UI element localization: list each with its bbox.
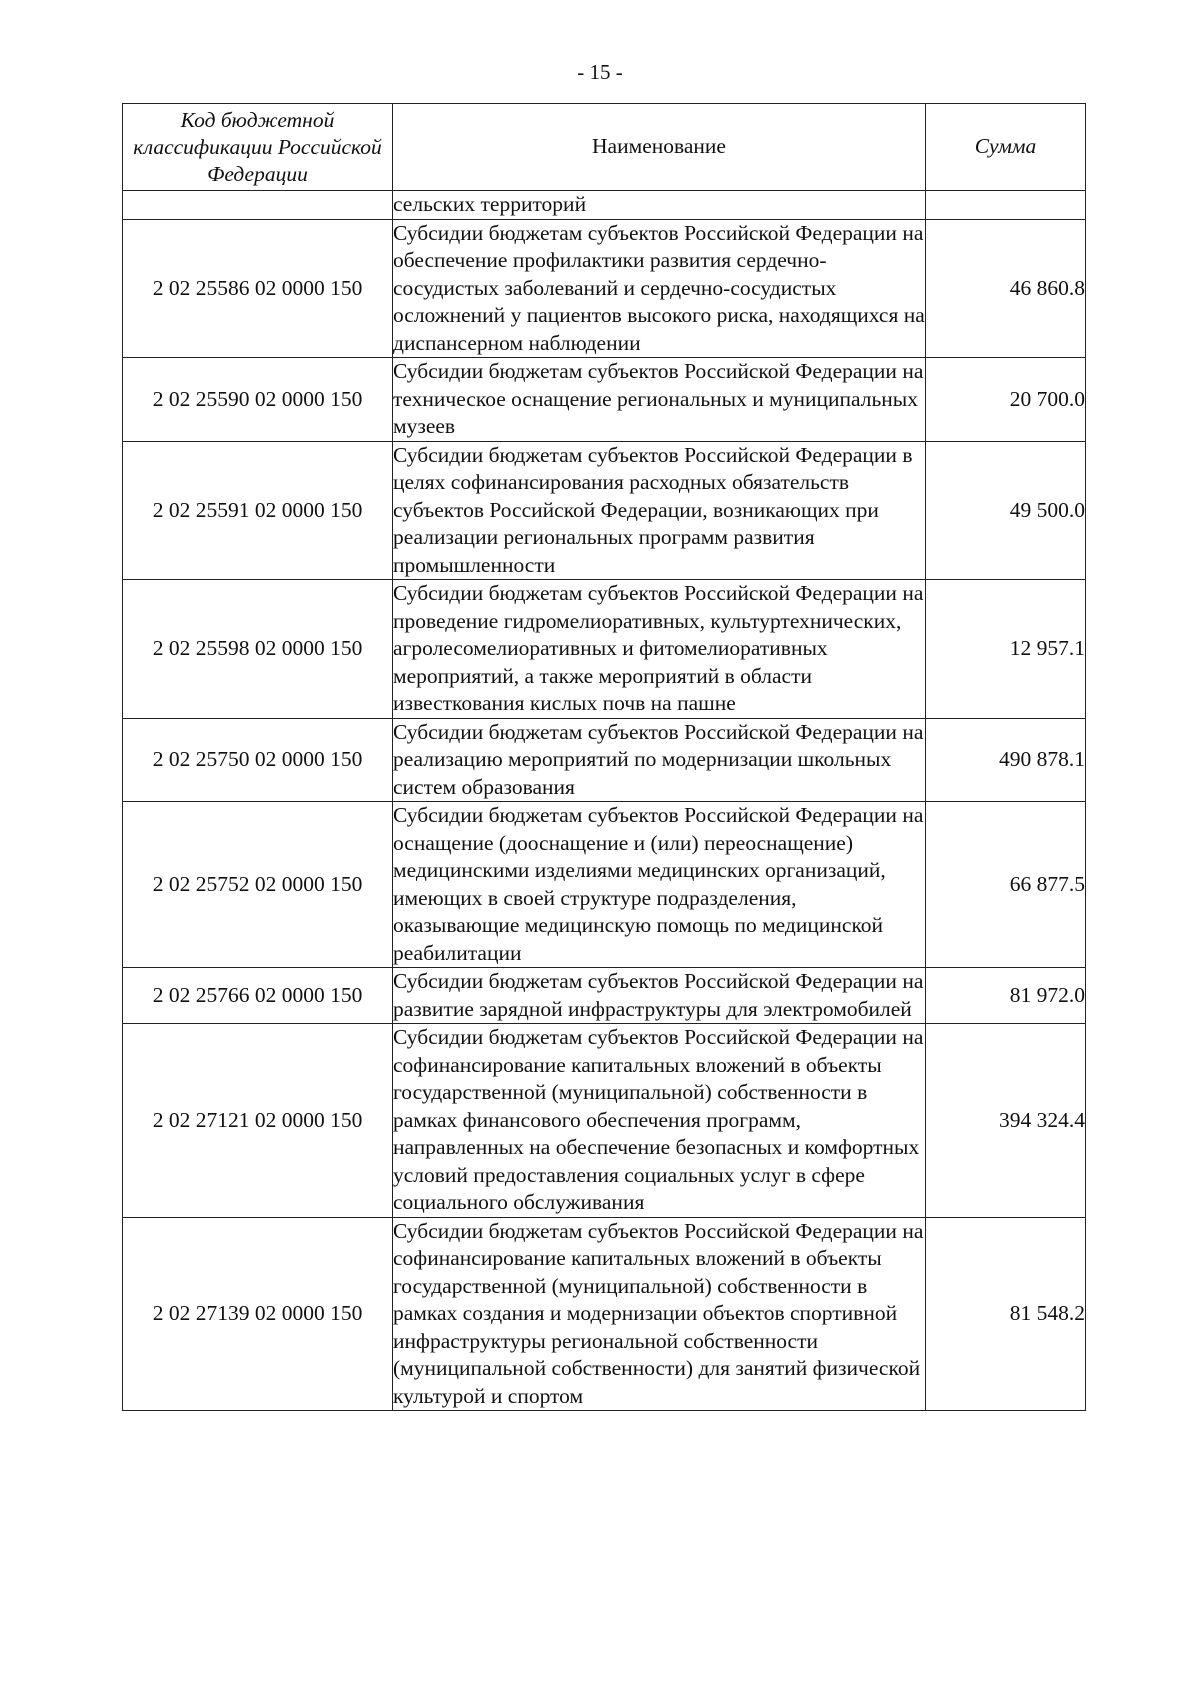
continuation-row [123,191,1086,220]
row-sum: 490 878.1 [926,718,1086,802]
table-row [123,219,1086,358]
page-number: - 15 - [577,60,623,84]
row-code: 2 02 27121 02 0000 150 [123,1024,393,1218]
table-row [123,358,1086,442]
table-row [123,968,1086,1024]
row-sum: 66 877.5 [926,802,1086,968]
header-code: Код бюджетной классификации Российской Федерации [123,104,393,191]
table-row [123,1217,1086,1411]
row-code: 2 02 27139 02 0000 150 [123,1217,393,1411]
row-name: Субсидии бюджетам субъектов Российской Федерации на проведение гидромелиоративных, культуртехнических, агролесомелиоративных и фитомелиоративных мероприятий, а также мероприятий в области известкования кислых почв на пашне [393,580,926,719]
row-sum: 46 860.8 [926,219,1086,358]
row-name: Субсидии бюджетам субъектов Российской Федерации на обеспечение профилактики развития сердечно-сосудистых заболеваний и сердечно-сосудистых осложнений у пациентов высокого риска, находящихся на диспансерном наблюдении [393,219,926,358]
row-sum: 81 548.2 [926,1217,1086,1411]
row-name: Субсидии бюджетам субъектов Российской Федерации на реализацию мероприятий по модернизации школьных систем образования [393,718,926,802]
budget-table [122,103,1086,1411]
row-sum: 12 957.1 [926,580,1086,719]
table-row [123,802,1086,968]
table-header-row [123,104,1086,191]
header-name: Наименование [393,104,926,191]
header-sum: Сумма [926,104,1086,191]
continuation-code-cell [123,191,393,220]
table-row [123,441,1086,580]
row-code: 2 02 25766 02 0000 150 [123,968,393,1024]
table-row [123,718,1086,802]
row-sum: 394 324.4 [926,1024,1086,1218]
table-row [123,580,1086,719]
row-sum: 81 972.0 [926,968,1086,1024]
table-row [123,1024,1086,1218]
row-code: 2 02 25752 02 0000 150 [123,802,393,968]
row-name: Субсидии бюджетам субъектов Российской Федерации на техническое оснащение региональных и муниципальных музеев [393,358,926,442]
row-code: 2 02 25591 02 0000 150 [123,441,393,580]
row-name: Субсидии бюджетам субъектов Российской Федерации на софинансирование капитальных вложений в объекты государственной (муниципальной) собственности в рамках создания и модернизации объектов спортивной инфраструктуры региональной собственности (муниципальной собственности) для занятий физической культурой и спортом [393,1217,926,1411]
row-code: 2 02 25598 02 0000 150 [123,580,393,719]
continuation-name-cell: сельских территорий [393,191,926,220]
row-code: 2 02 25586 02 0000 150 [123,219,393,358]
row-code: 2 02 25590 02 0000 150 [123,358,393,442]
row-name: Субсидии бюджетам субъектов Российской Федерации в целях софинансирования расходных обязательств субъектов Российской Федерации, возникающих при реализации региональных программ развития промышленности [393,441,926,580]
row-sum: 49 500.0 [926,441,1086,580]
row-name: Субсидии бюджетам субъектов Российской Федерации на развитие зарядной инфраструктуры для электромобилей [393,968,926,1024]
row-code: 2 02 25750 02 0000 150 [123,718,393,802]
row-sum: 20 700.0 [926,358,1086,442]
row-name: Субсидии бюджетам субъектов Российской Федерации на оснащение (дооснащение и (или) переоснащение) медицинскими изделиями медицинских организаций, имеющих в своей структуре подразделения, оказывающие медицинскую помощь по медицинской реабилитации [393,802,926,968]
continuation-sum-cell [926,191,1086,220]
row-name: Субсидии бюджетам субъектов Российской Федерации на софинансирование капитальных вложений в объекты государственной (муниципальной) собственности в рамках финансового обеспечения программ, направленных на обеспечение безопасных и комфортных условий предоставления социальных услуг в сфере социального обслуживания [393,1024,926,1218]
